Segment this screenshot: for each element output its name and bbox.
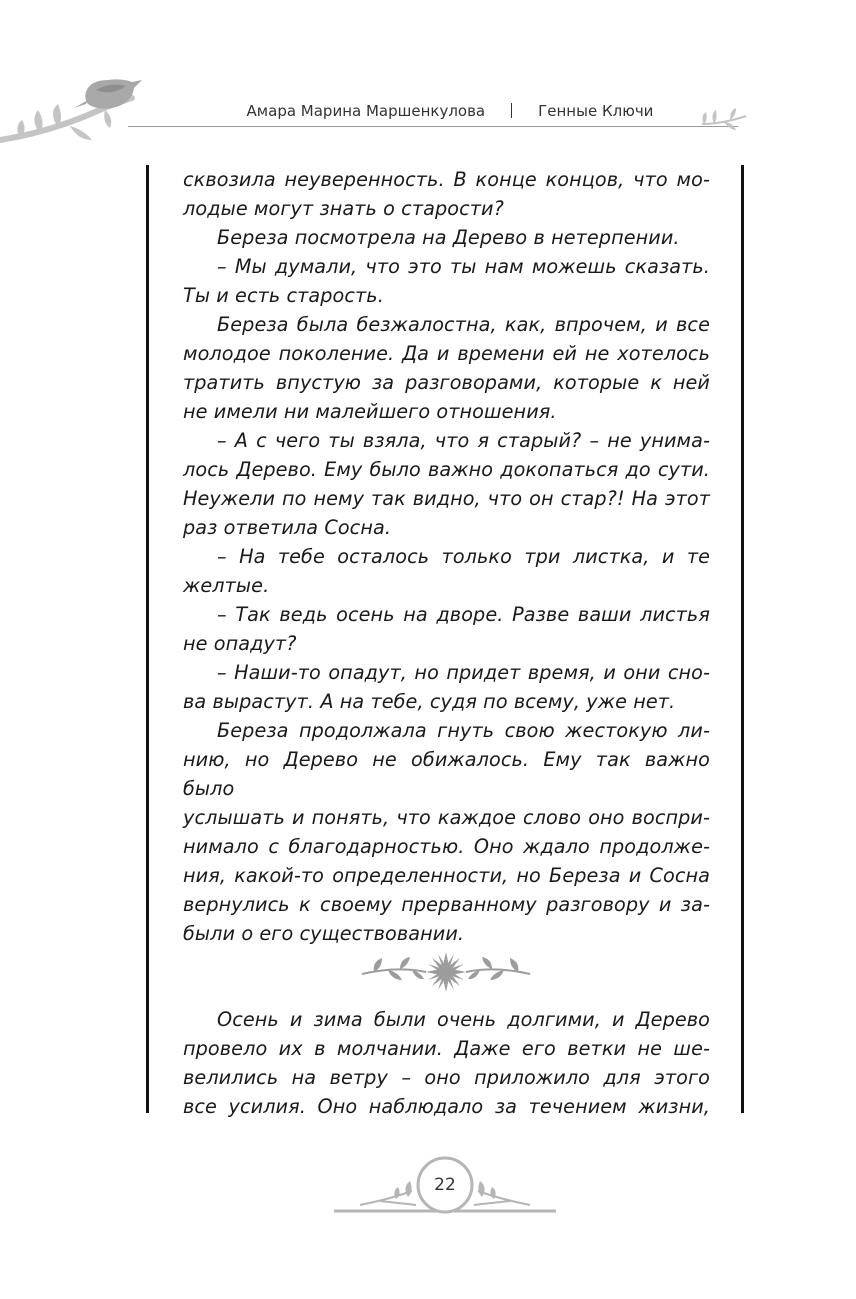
text-line: провело их в молчании. Даже его ветки не ше- bbox=[183, 1037, 710, 1060]
text-line: Береза продолжала гнуть свою жестокую ли- bbox=[217, 719, 710, 742]
text-line: ния, какой-то определенности, но Береза и Сосна bbox=[183, 864, 710, 887]
text-line: сквозила неуверенность. В конце концов, что мо- bbox=[183, 168, 710, 191]
text-line: – На тебе осталось только три листка, и те bbox=[217, 545, 710, 568]
left-margin-bar bbox=[146, 165, 149, 1113]
text-line: все усилия. Оно наблюдало за течением жизни, bbox=[183, 1095, 710, 1118]
body-text-part1 bbox=[183, 165, 710, 948]
text-line: раз ответила Сосна. bbox=[183, 516, 392, 539]
header-author: Амара Марина Маршенкулова bbox=[246, 102, 486, 120]
text-line: вернулись к своему прерванному разговору и за- bbox=[183, 893, 710, 916]
body-text-part2 bbox=[183, 1005, 710, 1121]
text-line: Береза была безжалостна, как, впрочем, и все bbox=[217, 313, 710, 336]
text-line: – А с чего ты взяла, что я старый? – не унима- bbox=[217, 429, 710, 452]
text-line: были о его существовании. bbox=[183, 922, 465, 945]
text-line: не опадут? bbox=[183, 632, 297, 655]
right-margin-bar bbox=[741, 165, 744, 1113]
text-line: Береза посмотрела на Дерево в нетерпении. bbox=[217, 226, 680, 249]
text-line: Осень и зима были очень долгими, и Дерево bbox=[217, 1008, 710, 1031]
text-line: желтые. bbox=[183, 574, 270, 597]
section-divider-ornament-icon bbox=[360, 950, 532, 994]
text-line: Ты и есть старость. bbox=[183, 284, 384, 307]
text-line: тратить впустую за разговорами, которые к ней bbox=[183, 371, 710, 394]
text-line: – Наши-то опадут, но придет время, и они сно- bbox=[217, 661, 710, 684]
text-line: – Так ведь осень на дворе. Разве ваши листья bbox=[217, 603, 710, 626]
text-line: нимало с благодарностью. Оно ждало продолже- bbox=[183, 835, 710, 858]
header-book-title: Генные Ключи bbox=[538, 102, 654, 120]
text-line: услышать и понять, что каждое слово оно воспри- bbox=[183, 806, 710, 829]
header-rule bbox=[128, 126, 738, 127]
text-line: лось Дерево. Ему было важно докопаться до сути. bbox=[183, 458, 710, 481]
bird-on-branch-icon bbox=[0, 70, 150, 150]
text-line: не имели ни малейшего отношения. bbox=[183, 400, 557, 423]
text-line: Неужели по нему так видно, что он стар?! На этот bbox=[183, 487, 710, 510]
page-number: 22 bbox=[434, 1175, 456, 1195]
header-separator bbox=[511, 103, 512, 118]
running-head bbox=[190, 102, 710, 120]
text-line: – Мы думали, что это ты нам можешь сказать. bbox=[217, 255, 710, 278]
text-line: нию, но Дерево не обижалось. Ему так важно было bbox=[183, 748, 710, 800]
text-line: ва вырастут. А на тебе, судя по всему, уже нет. bbox=[183, 690, 676, 713]
text-line: лодые могут знать о старости? bbox=[183, 197, 504, 220]
text-line: молодое поколение. Да и времени ей не хотелось bbox=[183, 342, 710, 365]
text-line: велились на ветру – оно приложило для этого bbox=[183, 1066, 710, 1089]
